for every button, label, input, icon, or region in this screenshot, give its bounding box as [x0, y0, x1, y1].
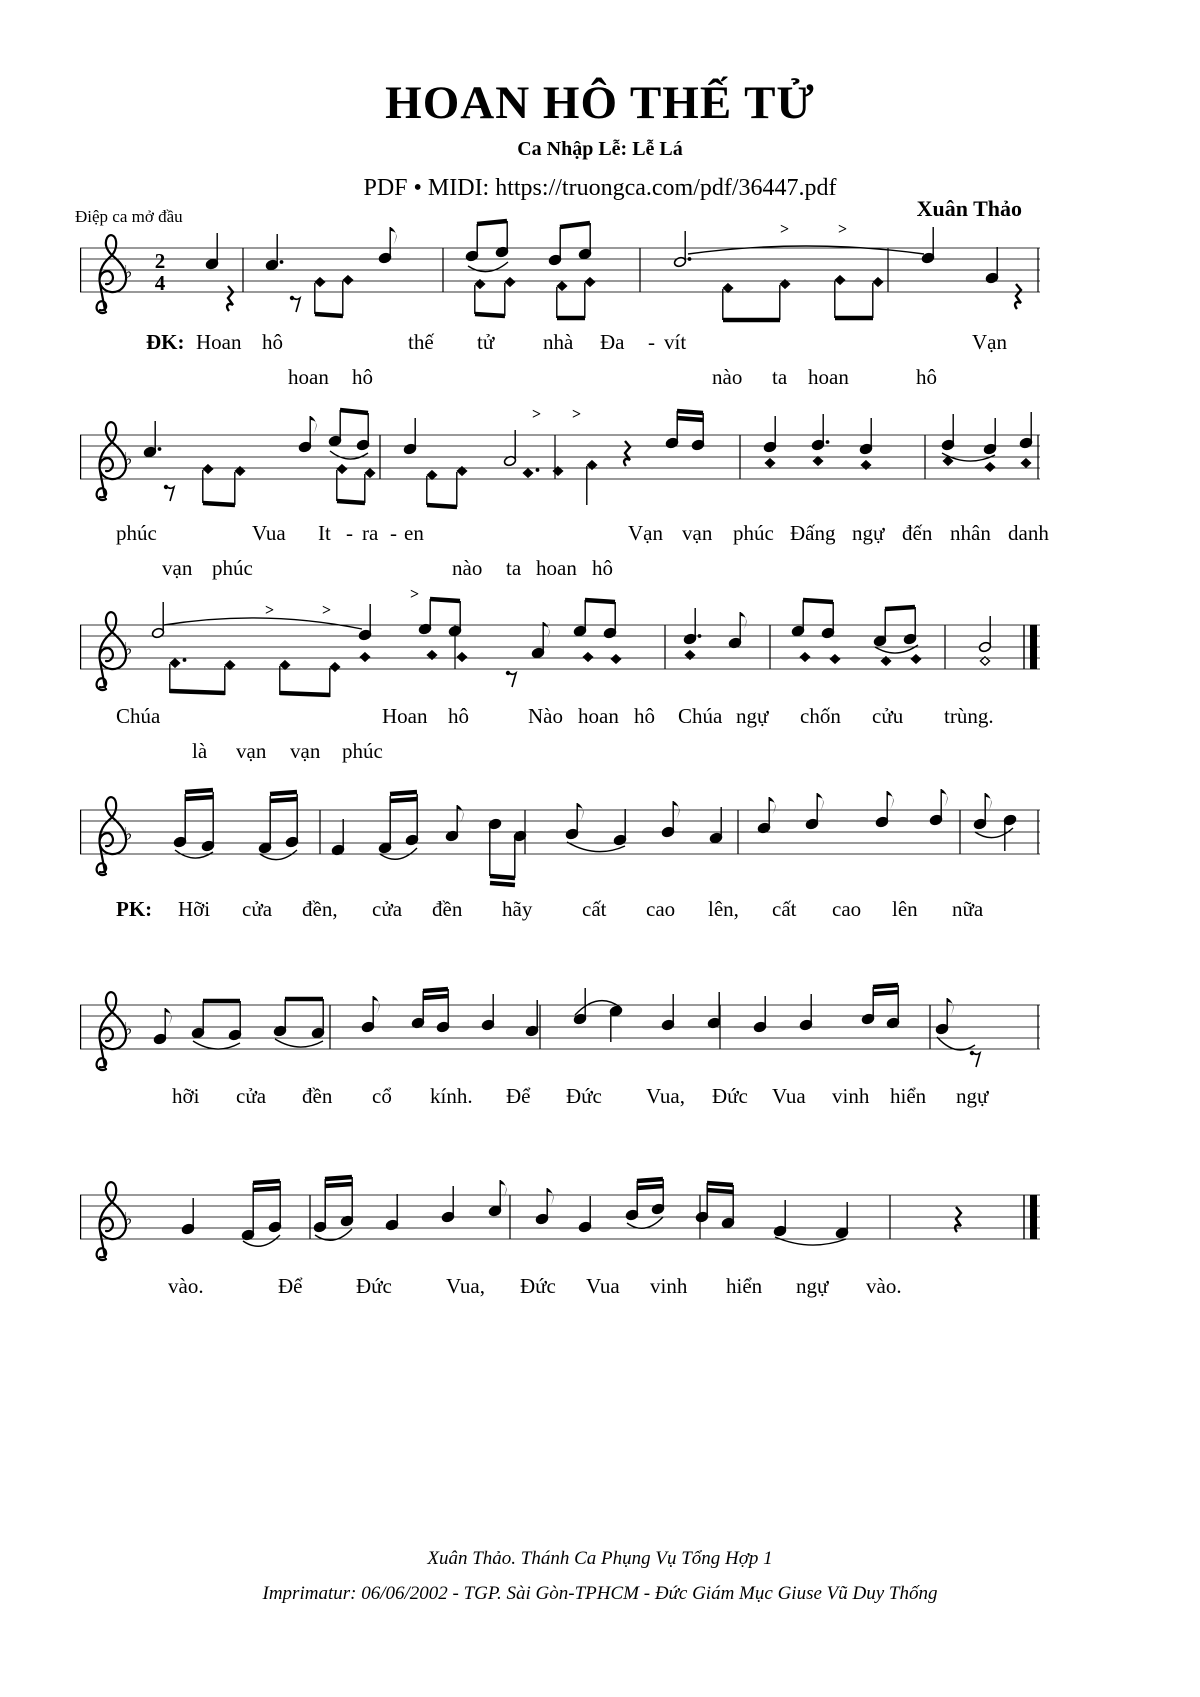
- treble-clef-icon: [97, 422, 126, 500]
- lyric-word: cao: [646, 897, 676, 921]
- lyric-word: nào: [452, 556, 483, 580]
- lyric-word: cửa: [242, 897, 273, 921]
- lyric-word: hoan: [808, 365, 849, 389]
- lyric-word: phúc: [116, 521, 157, 545]
- accent-mark: >: [410, 586, 420, 603]
- time-signature: 2: [154, 249, 166, 273]
- treble-clef-icon: [97, 235, 126, 313]
- lyric-word: lên: [892, 897, 918, 921]
- lyric-word: Đức: [520, 1274, 556, 1298]
- lyric-word: kính.: [430, 1084, 473, 1108]
- lyric-word: nhân: [950, 521, 991, 545]
- lyric-word: ĐK:: [146, 330, 185, 354]
- lyric-word: vào.: [866, 1274, 902, 1298]
- lyric-word: hiển: [890, 1084, 927, 1108]
- lyric-word: phúc: [212, 556, 253, 580]
- accent-mark: >: [265, 602, 275, 619]
- lyric-word: Để: [506, 1084, 531, 1108]
- footer-imprimatur: Imprimatur: 06/06/2002 - TGP. Sài Gòn-TPHCM - Đức Giám Mục Giuse Vũ Duy Thống: [262, 1583, 938, 1604]
- treble-clef-icon: [97, 612, 126, 690]
- lyric-word: vít: [664, 330, 687, 354]
- lyric-word: nữa: [952, 897, 984, 921]
- treble-clef-icon: [97, 797, 126, 875]
- lyric-word: cửa: [236, 1084, 267, 1108]
- lyric-word: vinh: [650, 1274, 688, 1298]
- accent-mark: >: [780, 221, 790, 238]
- lyric-word: tử: [477, 330, 495, 354]
- treble-clef-icon: [97, 992, 126, 1070]
- lyric-word: It: [318, 521, 331, 545]
- lyric-word: chốn: [800, 704, 841, 728]
- lyric-word: đền: [432, 897, 463, 921]
- flat-sign-icon: ♭: [124, 449, 133, 470]
- lyric-word: trùng.: [944, 704, 994, 728]
- page-title: HOAN HÔ THẾ TỬ: [385, 77, 815, 129]
- lyric-word: đền: [302, 1084, 333, 1108]
- lyric-word: ngự: [796, 1274, 829, 1298]
- accent-mark: >: [572, 406, 582, 423]
- music-staff: [80, 405, 1040, 535]
- lyric-word: Đức: [712, 1084, 748, 1108]
- lyric-word: Vạn: [972, 330, 1007, 354]
- lyric-word: hô: [352, 365, 373, 389]
- lyric-word: vạn: [682, 521, 713, 545]
- lyric-word: Đa: [600, 330, 625, 354]
- lyric-word: Hoan: [382, 704, 428, 728]
- lyric-word: vạn: [162, 556, 193, 580]
- lyric-word: vạn: [236, 739, 267, 763]
- lyric-word: hoan: [536, 556, 577, 580]
- lyric-word: -: [390, 521, 397, 545]
- lyric-word: cổ: [372, 1084, 392, 1108]
- lyric-word: cao: [832, 897, 862, 921]
- lyric-word: Hỡi: [178, 897, 211, 921]
- flat-sign-icon: ♭: [124, 639, 133, 660]
- lyric-word: ta: [506, 556, 522, 580]
- lyric-word: phúc: [342, 739, 383, 763]
- lyric-word: hô: [916, 365, 937, 389]
- flat-sign-icon: ♭: [124, 1209, 133, 1230]
- accent-mark: >: [322, 602, 332, 619]
- lyric-word: nào: [712, 365, 743, 389]
- lyric-word: đền,: [302, 897, 338, 921]
- footer-source: Xuân Thảo. Thánh Ca Phụng Vụ Tổng Hợp 1: [427, 1548, 773, 1569]
- lyric-word: ta: [772, 365, 788, 389]
- lyric-word: Để: [278, 1274, 303, 1298]
- lyric-word: en: [404, 521, 424, 545]
- lyric-word: vinh: [832, 1084, 870, 1108]
- lyric-word: hiển: [726, 1274, 763, 1298]
- lyric-word: Đức: [566, 1084, 602, 1108]
- lyric-word: Chúa: [116, 704, 161, 728]
- lyric-word: ngự: [852, 521, 885, 545]
- lyric-word: hô: [634, 704, 655, 728]
- lyric-word: Vua: [252, 521, 286, 545]
- lyric-word: Đức: [356, 1274, 392, 1298]
- lyric-word: Chúa: [678, 704, 723, 728]
- page-subtitle: Ca Nhập Lễ: Lễ Lá: [517, 138, 683, 160]
- lyric-word: Vua,: [646, 1084, 685, 1108]
- lyric-word: ngự: [956, 1084, 989, 1108]
- music-staff: [80, 780, 1040, 910]
- lyric-word: -: [346, 521, 353, 545]
- lyric-word: cất: [772, 897, 797, 921]
- accent-mark: >: [838, 221, 848, 238]
- music-staff: [80, 218, 1040, 348]
- lyric-word: Vua,: [446, 1274, 485, 1298]
- pdf-midi-link[interactable]: PDF • MIDI: https://truongca.com/pdf/36447.pdf: [363, 175, 837, 201]
- lyric-word: cửa: [372, 897, 403, 921]
- lyric-word: vào.: [168, 1274, 204, 1298]
- lyric-word: là: [192, 739, 208, 763]
- lyric-word: phúc: [733, 521, 774, 545]
- lyric-word: hoan: [288, 365, 329, 389]
- lyric-word: thế: [408, 330, 434, 354]
- lyric-word: Nào: [528, 704, 563, 728]
- lyric-word: hỡi: [172, 1084, 200, 1108]
- lyric-word: ngự: [736, 704, 769, 728]
- lyric-word: hoan: [578, 704, 619, 728]
- flat-sign-icon: ♭: [124, 262, 133, 283]
- lyric-word: đến: [902, 521, 933, 545]
- time-signature: 4: [154, 271, 166, 295]
- lyric-word: nhà: [543, 330, 574, 354]
- lyric-word: hô: [262, 330, 283, 354]
- lyric-word: ra: [362, 521, 379, 545]
- lyric-word: -: [648, 330, 655, 354]
- lyric-word: Hoan: [196, 330, 242, 354]
- flat-sign-icon: ♭: [124, 1019, 133, 1040]
- treble-clef-icon: [97, 1182, 126, 1260]
- lyric-word: hô: [448, 704, 469, 728]
- lyric-word: vạn: [290, 739, 321, 763]
- lyric-word: PK:: [116, 897, 153, 921]
- lyric-word: cửu: [872, 704, 904, 728]
- flat-sign-icon: ♭: [124, 824, 133, 845]
- lyric-word: lên,: [708, 897, 739, 921]
- lyric-word: hô: [592, 556, 613, 580]
- section-label: Điệp ca mở đầu: [75, 207, 183, 226]
- composer-name: Xuân Thảo: [916, 196, 1022, 221]
- accent-mark: >: [532, 406, 542, 423]
- lyric-word: danh: [1008, 521, 1049, 545]
- lyric-word: Vạn: [628, 521, 663, 545]
- lyric-word: hãy: [502, 897, 533, 921]
- lyric-word: Vua: [586, 1274, 620, 1298]
- lyric-word: Vua: [772, 1084, 806, 1108]
- lyric-word: cất: [582, 897, 607, 921]
- lyric-word: Đấng: [790, 521, 836, 545]
